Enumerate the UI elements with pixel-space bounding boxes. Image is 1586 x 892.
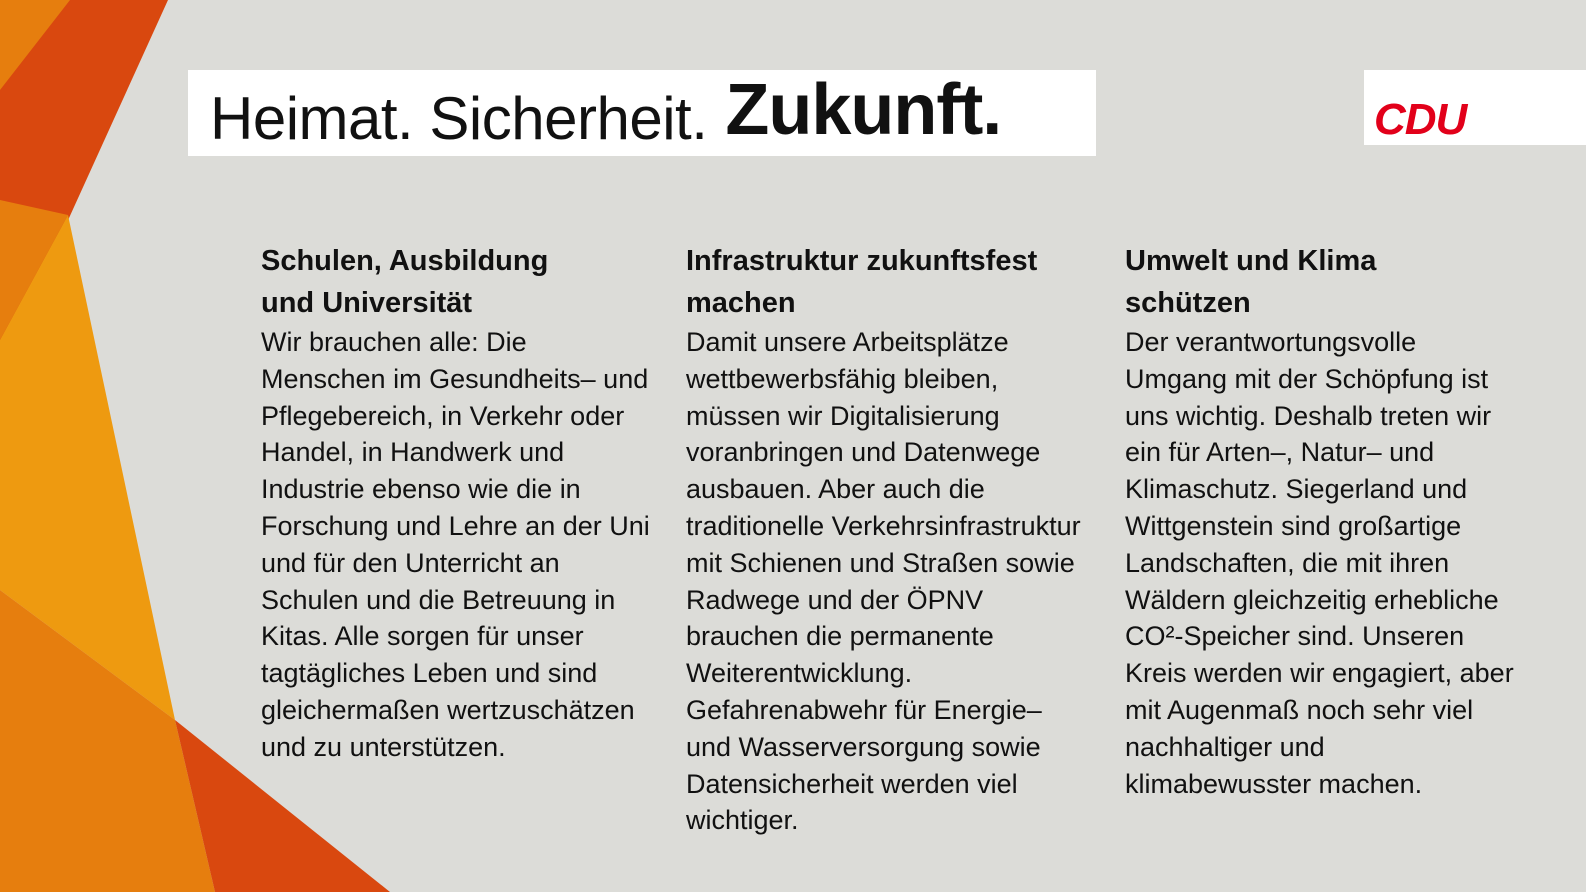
heading-line: machen xyxy=(686,287,796,319)
column-infrastructure xyxy=(686,240,1086,839)
column-schools xyxy=(261,240,651,766)
heading-line: und Universität xyxy=(261,287,473,319)
column-body: Der verantwortungsvolle Umgang mit der Schöpfung ist uns wichtig. Deshalb treten wir ein für Arten–, Natur– und Klimaschutz. Siegerland und Wittgenstein sind großartige Landschaften, die mit ihren Wäldern gleichzeitig erhebliche CO²-Speicher sind. Unseren Kreis werden wir engagiert, aber mit Augenmaß noch sehr viel nachhaltiger und klimabewusster machen. xyxy=(1125,327,1514,799)
column-heading xyxy=(686,240,1086,324)
cdu-logo-mark xyxy=(1372,96,1504,140)
cdu-logo-text: CDU xyxy=(1374,96,1467,140)
column-body: Damit unsere Arbeitsplätze wettbewerbsfähig bleiben, müssen wir Digitalisierung voranbringen und Datenwege ausbauen. Aber auch die traditionelle Verkehrsinfrastruktur mit Schienen und Straßen sowie Radwege und der ÖPNV brauchen die permanente Weiterentwicklung. Gefahrenabwehr für Energie– und Wasserversorgung sowie Datensicherheit werden viel wichtiger. xyxy=(686,327,1081,836)
title-banner xyxy=(188,70,1096,156)
title-regular: Heimat. Sicherheit. xyxy=(210,84,708,152)
column-environment xyxy=(1125,240,1515,802)
title-bold: Zukunft. xyxy=(725,70,1002,150)
cdu-logo xyxy=(1364,70,1586,145)
column-heading xyxy=(1125,240,1515,324)
column-heading xyxy=(261,240,651,324)
column-body: Wir brauchen alle: Die Menschen im Gesundheits– und Pflegebereich, in Verkehr oder Handel, in Handwerk und Industrie ebenso wie die in Forschung und Lehre an der Uni und für den Unterricht an Schulen und die Betreuung in Kitas. Alle sorgen für unser tagtägliches Leben und sind gleichermaßen wertzuschätzen und zu unterstützen. xyxy=(261,327,650,762)
heading-line: Umwelt und Klima xyxy=(1125,245,1377,277)
heading-line: Schulen, Ausbildung xyxy=(261,245,549,277)
heading-line: schützen xyxy=(1125,287,1251,319)
heading-line: Infrastruktur zukunftsfest xyxy=(686,245,1038,277)
